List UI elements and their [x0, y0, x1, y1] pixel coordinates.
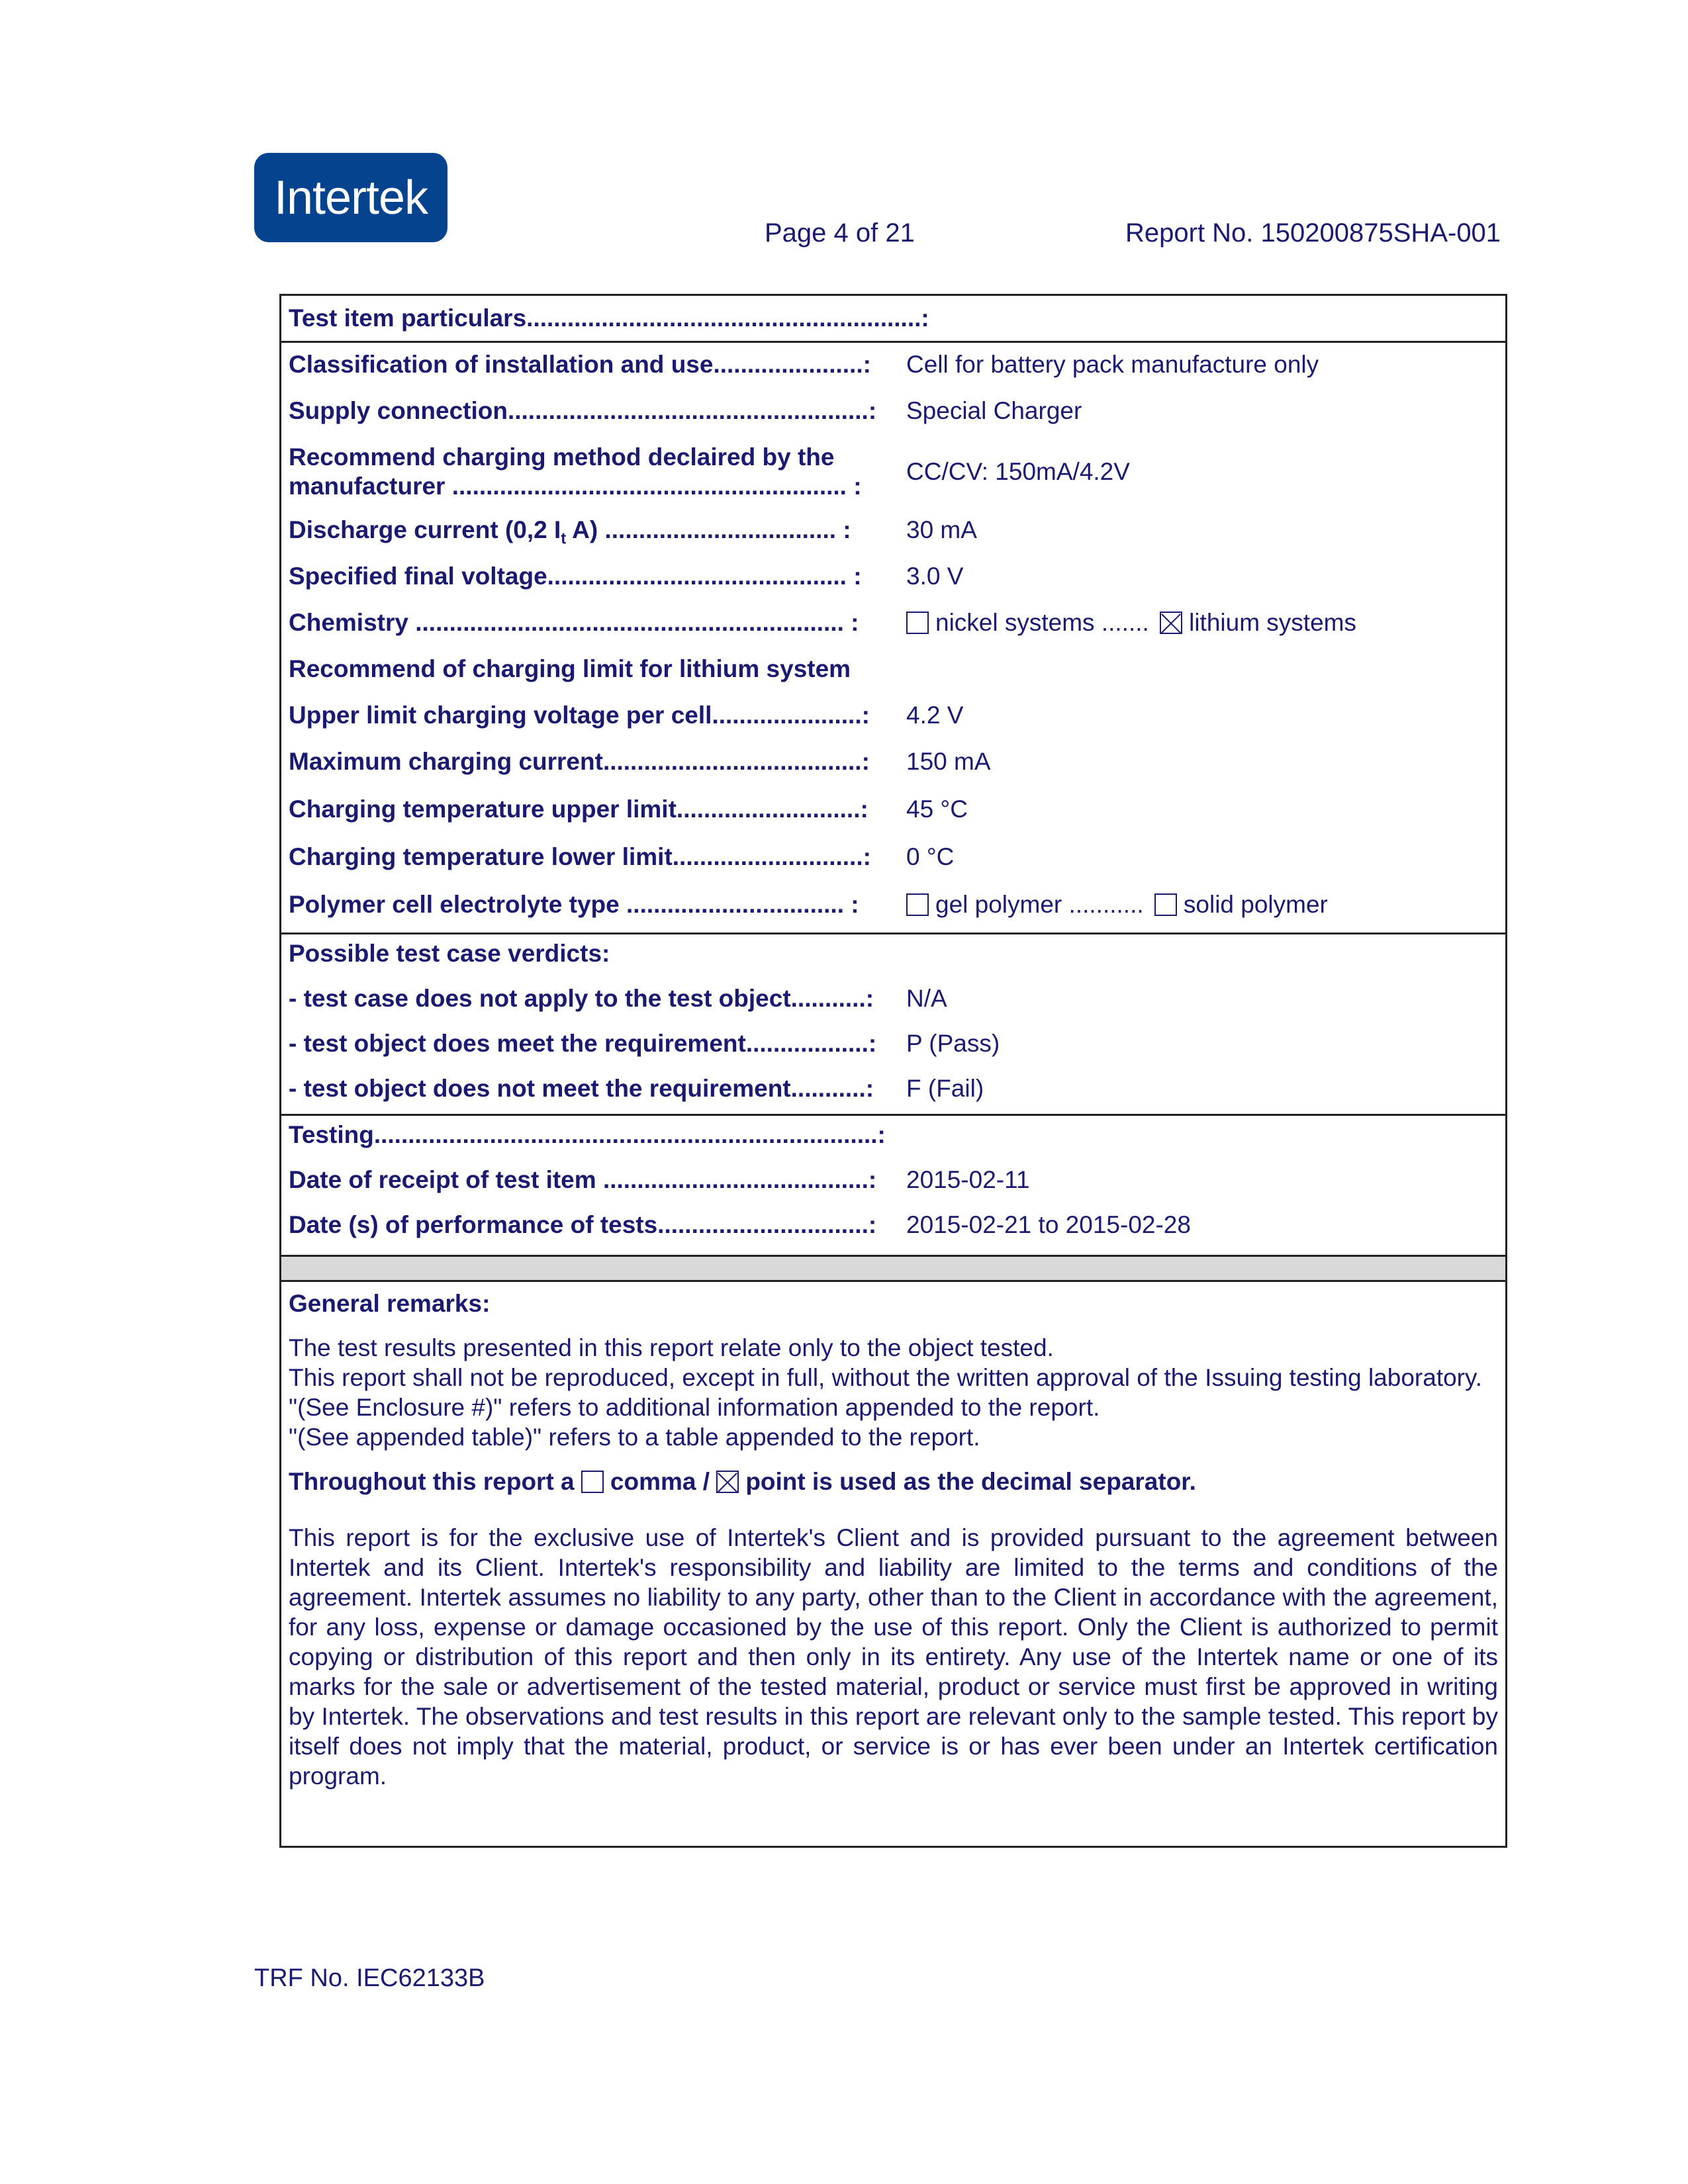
lithium-systems-checkbox-checked	[1160, 612, 1182, 634]
point-checkbox-checked	[716, 1471, 739, 1493]
solid-polymer-checkbox	[1154, 893, 1177, 916]
comma-checkbox	[581, 1471, 604, 1493]
trf-number: TRF No. IEC62133B	[254, 1964, 485, 1992]
decimal-separator-statement: Throughout this report a comma / point is used as the decimal separator.	[289, 1468, 1196, 1495]
disclaimer-paragraph: This report is for the exclusive use of Intertek's Client and is provided pursuant to the agreement between Intertek and its Client. Intertek's responsibility and liability are limited to the terms and conditions of the agreement. Intertek assumes no liability to any party, other than to the Client in accordance with the agreement, for any loss, expense or damage occasioned by the use of this report. Only the Client is authorized to permit copying or distribution of this report and then only in its entirety. Any use of the Intertek name or one of its marks for the sale or advertisement of the tested material, product or service must first be approved in writing by Intertek. The observations and test results in this report are relevant only to the sample tested. This report by itself does not imply that the material, product, or service is or has ever been under an Intertek certification program.	[289, 1524, 1498, 1790]
remarks-line: The test results presented in this report relate only to the object tested.	[289, 1334, 1054, 1361]
row-charging-method: Recommend charging method declaired by the manufacturer .......................................................... : CC/CV: 150mA/4.2V	[289, 443, 1130, 500]
page-number: Page 4 of 21	[765, 218, 915, 248]
grey-separator-band	[281, 1257, 1505, 1281]
divider	[281, 933, 1505, 934]
report-number: Report No. 150200875SHA-001	[1125, 218, 1501, 248]
remarks-line: This report shall not be reproduced, except in full, without the written approval of the Issuing testing laboratory.	[289, 1364, 1483, 1391]
general-remarks	[289, 1289, 1498, 1791]
divider	[281, 341, 1505, 343]
divider	[281, 1114, 1505, 1116]
divider	[281, 1280, 1505, 1282]
gel-polymer-checkbox	[906, 893, 929, 916]
intertek-logo: Intertek	[254, 153, 447, 242]
remarks-title: General remarks:	[289, 1290, 491, 1317]
nickel-systems-checkbox	[906, 612, 929, 634]
report-form-table: Test item particulars..........................................................: Classification of installation and use......................: Cell for battery pack manufacture only Supply connection.....................................................: Special Charger Recommend charging method declaired by the manufacturer .......................................................... : CC/CV: 150mA/4.2V Discharge current (0,2 $I_t$ A) .................................. : 30 mA Specified final voltage............................................ : 3.0 V Chemistry ............................................................... : nickel systems ....... lithium systems Recommend of charging limit for lithium system Upper limit charging voltage per cell......................: 4.2 V Maximum charging current......................................: 150 mA Charging temperature upper limit...........................: 45 °C Charging temperature lower limit............................: 0 °C Polymer cell electrolyte type ................................ : gel polymer ........... solid polymer Possible test case verdicts: - test case does not apply to the test object...........: N/A - test object does meet the requirement..................: P (Pass) - test object does not meet the requirement...........: F (Fail) Testing..........................................................................: Date of receipt of test item .......................................: 2015-02-11 Date (s) of performance of tests...............................: 2015-02-21 to 2015-02-28 General remarks: The test results presented in this report relate only to the object tested. This report shall not be reproduced, except in full, without the written approval of the Issuing testing laboratory. "(See Enclosure #)" refers to additional information appended to the report. "(See appended table)" refers to a table appended to the report. Throughout this report a comma / point is used as the decimal separator. This report is for the exclusive use of Intertek's Client and is provided pursuant to the agreement between Intertek and its Client. Intertek's responsibility and liability are limited to the terms and conditions of the agreement. Intertek assumes no liability to any party, other than to the Client in accordance with the agreement, for any loss, expense or damage occasioned by the use of this report. Only the Client is authorized to permit copying or distribution of this report and then only in its entirety. Any use of the Intertek name or one of its marks for the sale or advertisement of the tested material, product or service must first be approved in writing by Intertek. The observations and test results in this report are relevant only to the sample tested. This report by itself does not imply that the material, product, or service is or has ever been under an Intertek certification program.	[279, 294, 1507, 1848]
remarks-line: "(See appended table)" refers to a table appended to the report.	[289, 1424, 980, 1451]
remarks-line: "(See Enclosure #)" refers to additional information appended to the report.	[289, 1394, 1100, 1421]
